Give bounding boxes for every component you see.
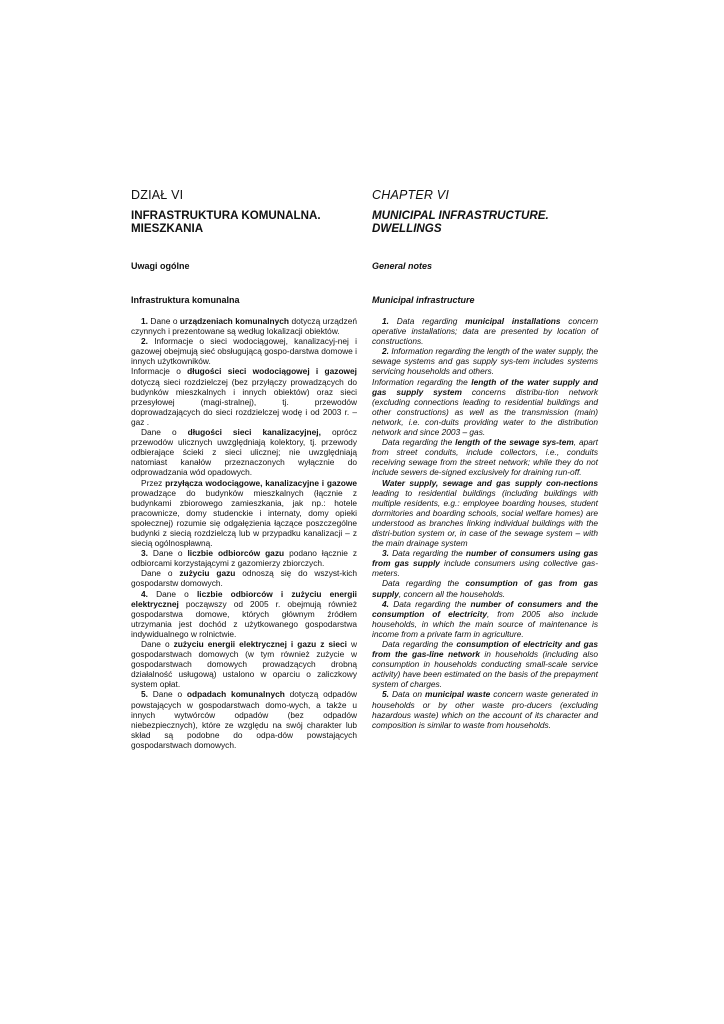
paragraph-pl-2: 2. Informacje o sieci wodociągowej, kanalizacyj-nej i gazowej obejmują sieć obsługującą gospo-darstwa domowe i innych użytkowników. (131, 336, 357, 367)
body-text-en (372, 316, 598, 730)
paragraph-pl-9: Dane o zużyciu energii elektrycznej i gazu z sieci w gospodarstwach domowych (w tym również zużycie w gospodarstwach domowych prowadzących drobną działalność usługową) ustalono w oparciu o zaliczkowy system opłat. (131, 639, 357, 690)
paragraph-pl-3: Informacje o długości sieci wodociągowej i gazowej dotyczą sieci rozdzielczej (bez przyłączy prowadzących do budynków mieszkalnych i innych obiektów) oraz sieci przesyłowej (magi-stralnej), tj. przewodów doprowadzających do sieci rozdzielczej wodę i od 2003 r. – gaz . (131, 366, 357, 427)
paragraph-pl-8: 4. Dane o liczbie odbiorców i zużyciu energii elektrycznej począwszy od 2005 r. obejmują również gospodarstwa domowe, których głównym źródłem utrzymania jest dochód z użytkowanego gospodarstwa indywidualnego w rolnictwie. (131, 588, 357, 639)
paragraph-pl-7: Dane o zużyciu gazu odnoszą się do wszyst-kich gospodarstw domowych. (131, 568, 357, 589)
chapter-label-en: CHAPTER VI (372, 188, 450, 202)
paragraph-pl-10: 5. Dane o odpadach komunalnych dotyczą odpadów powstających w gospodarstwach domo-wych, a także u innych wytwórców odpadów (bez odpadów niebezpiecznych), które ze względu na swój charakter lub skład są podobne do odpa-dów powstających gospodarstwach domowych. (131, 689, 358, 750)
paragraph-en-8: 4. Data regarding the number of consumers and the consumption of electricity, from 2005 also include households, in which the main source of maintenance is income from a private farm in agriculture. (372, 598, 598, 639)
body-text-pl (131, 316, 357, 750)
paragraph-pl-5: Przez przyłącza wodociągowe, kanalizacyjne i gazowe prowadzące do budynków mieszkalnych (łącznie z budynkami zbiorowego zamieszkania, jak np.: hotele pracownicze, domy studenckie i internaty, domy opieki społecznej) rozumie się odgałęzienia łączące poszczególne budynki z siecią rozdzielczą lub w przypadku kanalizacji – z siecią ogólnospławną. (131, 477, 357, 549)
paragraph-pl-6: 3. Dane o liczbie odbiorców gazu podano łącznie z odbiorcami korzystającymi z gazomierzy zbiorczych. (131, 548, 358, 569)
paragraph-en-9: Data regarding the consumption of electricity and gas from the gas-line network in households (including also consumption in households conducting small-scale service activity) have been estimated on the basis of the prepayment system of charges. (372, 639, 599, 690)
chapter-label-pl: DZIAŁ VI (131, 188, 184, 202)
subtitle-en: General notes (372, 261, 433, 271)
chapter-title-pl-line-1: INFRASTRUKTURA KOMUNALNA. (131, 209, 321, 222)
paragraph-en-1: 1. Data regarding municipal installations concern operative installations; data are presented by location of constructions. (372, 316, 598, 347)
paragraph-en-3: Information regarding the length of the water supply and gas supply system concerns distribu-tion network (excluding connections leading to residential buildings and other constructions) as well as the transmission (main) network, i.e. con-duits providing water to the distribution network and since 2003 – gas. (372, 376, 599, 438)
chapter-title-en-line-1: MUNICIPAL INFRASTRUCTURE. (372, 209, 549, 222)
chapter-title-pl (131, 209, 361, 235)
paragraph-en-7: Data regarding the consumption of gas from gas supply, concern all the households. (372, 578, 598, 599)
chapter-title-pl-line-2: MIESZKANIA (131, 222, 204, 235)
paragraph-en-10: 5. Data on municipal waste concern waste generated in households or by other waste pro-ducers (excluding hazardous waste) which on the account of its character and composition is similar to waste from households. (372, 689, 598, 730)
chapter-title-en-line-2: DWELLINGS (372, 222, 442, 235)
paragraph-en-2: 2. Information regarding the length of the water supply, the sewage systems and gas supply sys-tem includes systems servicing households and others. (372, 346, 598, 377)
paragraph-en-5: Water supply, sewage and gas supply con-nections leading to residential buildings (including buildings with multiple residents, e.g.: employee boarding houses, student dormitories and boarding schools, social welfare homes) are understood as branches linking individual buildings with the distri-bution system or, in case of the sewage system – with the main drainage system (372, 477, 598, 549)
section-heading-en: Municipal infrastructure (372, 295, 475, 305)
paragraph-en-4: Data regarding the length of the sewage sys-tem, apart from street conduits, include collectors, i.e., conduits receiving sewage from the street network; while they do not include sewers de-signed exclusively for draining run-off. (372, 437, 598, 478)
paragraph-pl-1: 1. Dane o urządzeniach komunalnych dotyczą urządzeń czynnych i prezentowane są według lokalizacji obiektów. (131, 316, 357, 337)
paragraph-en-6: 3. Data regarding the number of consumers using gas from gas supply include consumers using collective gas-meters. (372, 548, 599, 579)
chapter-title-en (372, 209, 602, 235)
subtitle-pl: Uwagi ogólne (131, 261, 190, 271)
section-heading-pl: Infrastruktura komunalna (131, 295, 240, 305)
paragraph-pl-4: Dane o długości sieci kanalizacyjnej, oprócz przewodów ulicznych uwzględniają kolektory, tj. przewody odbierające ścieki z sieci ulicznej; nie uwzględniają natomiast kanałów przeznaczonych wyłącznie do odprowadzania wód opadowych. (131, 427, 357, 478)
